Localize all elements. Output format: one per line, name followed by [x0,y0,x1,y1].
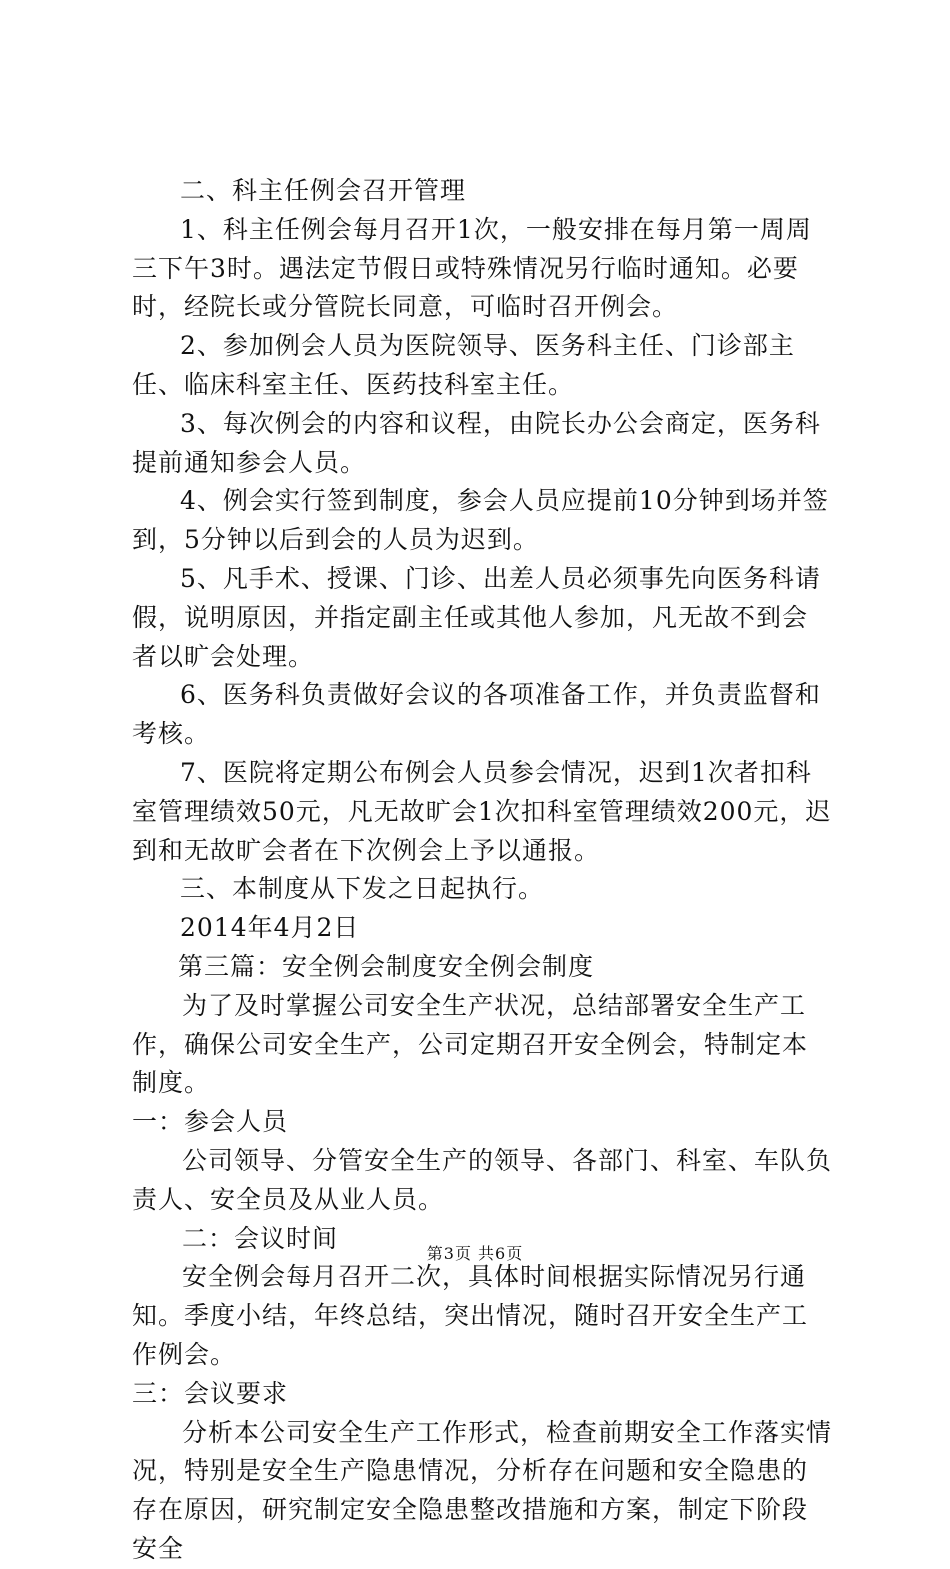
document-date: 2014年4月2日 [180,913,360,943]
section-heading-meeting-time: 二：会议时间 [182,1223,339,1253]
paragraph-item-6: 6、医务科负责做好会议的各项准备工作，并负责监督和考核。 [132,680,821,749]
section-heading-attendees: 一：参会人员 [132,1107,289,1137]
chapter-title-safety-meeting: 第三篇：安全例会制度安全例会制度 [178,951,595,981]
section-heading-meeting-management: 二、科主任例会召开管理 [180,176,467,205]
paragraph-item-4: 4、例会实行签到制度，参会人员应提前10分钟到场并签到，5分钟以后到会的人员为迟到。 [132,486,829,555]
paragraph-item-5: 5、凡手术、授课、门诊、出差人员必须事先向医务科请假，说明原因，并指定副主任或其他人参加，凡无故不到会者以旷会处理。 [132,563,821,671]
section-heading-requirements: 三：会议要求 [132,1378,289,1408]
paragraph-item-1: 1、科主任例会每月召开1次，一般安排在每月第一周周三下午3时。遇法定节假日或特殊情况另行临时通知。必要时，经院长或分管院长同意，可临时召开例会。 [132,214,812,322]
paragraph-requirements: 分析本公司安全生产工作形式，检查前期安全工作落实情况，特别是安全生产隐患情况，分析存在问题和安全隐患的存在原因，研究制定安全隐患整改措施和方案，制定下阶段安全 [132,1417,833,1563]
paragraph-attendees: 公司领导、分管安全生产的领导、各部门、科室、车队负责人、安全员及从业人员。 [132,1145,833,1214]
paragraph-item-7: 7、医院将定期公布例会人员参会情况，迟到1次者扣科室管理绩效50元，凡无故旷会1次扣科室管理绩效200元，迟到和无故旷会者在下次例会上予以通报。 [132,757,832,865]
paragraph-item-3: 3、每次例会的内容和议程，由院长办公会商定，医务科提前通知参会人员。 [132,408,821,477]
paragraph-item-2: 2、参加例会人员为医院领导、医务科主任、门诊部主任、临床科室主任、医药技科室主任。 [132,331,795,399]
paragraph-intro: 为了及时掌握公司安全生产状况，总结部署安全生产工作，确保公司安全生产，公司定期召开安全例会，特制定本制度。 [132,990,809,1098]
document-body [132,172,832,1569]
page-number-footer: 第3页 共6页 [426,1244,524,1263]
paragraph-meeting-time: 安全例会每月召开二次，具体时间根据实际情况另行通知。季度小结，年终总结，突出情况，随时召开安全生产工作例会。 [132,1262,809,1369]
section-heading-effective: 三、本制度从下发之日起执行。 [180,874,545,904]
